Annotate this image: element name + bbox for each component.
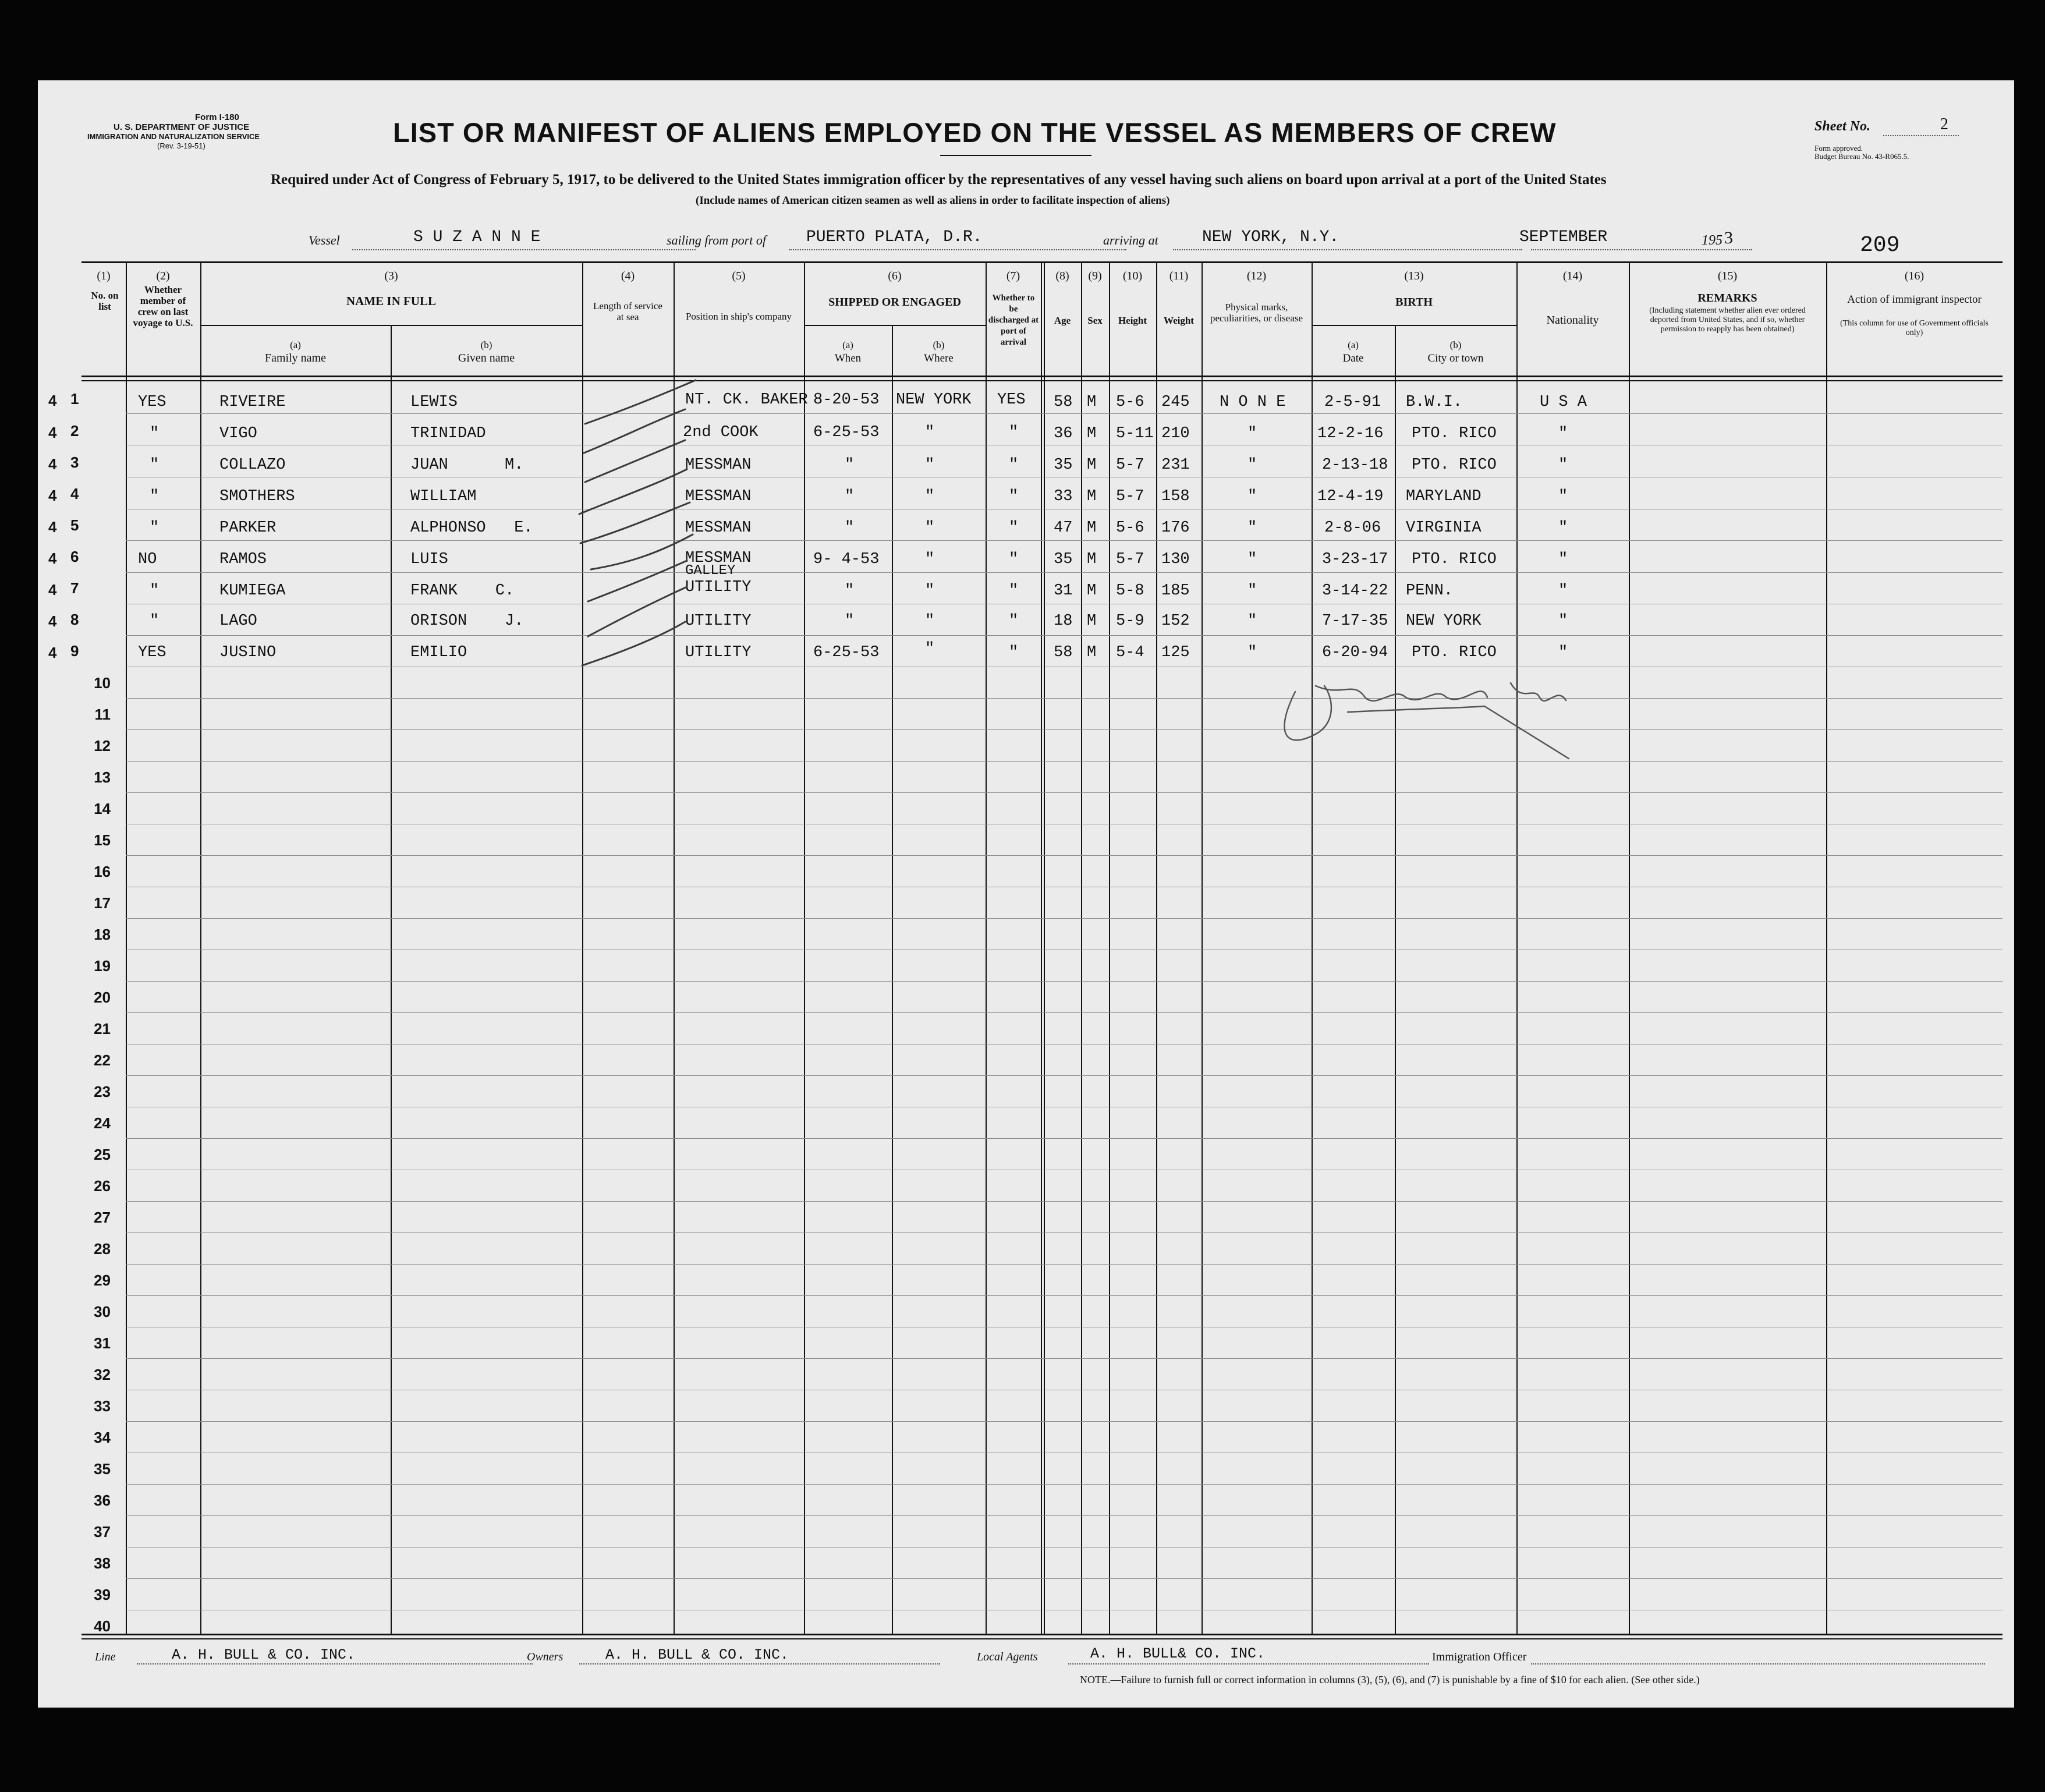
col-5-header: Position in ship's company: [685, 311, 792, 322]
agents-value: A. H. BULL& CO. INC.: [1090, 1645, 1266, 1662]
year-prefix: 195: [1702, 233, 1723, 248]
family-name-header: Family name: [265, 352, 326, 364]
inspector-signature: [1284, 683, 1569, 759]
col-2-header: Whether member of crew on last voyage to U.S.: [133, 284, 193, 328]
arrival-month: SEPTEMBER: [1519, 228, 1608, 246]
page-title: LIST OR MANIFEST OF ALIENS EMPLOYED ON THE VESSEL AS MEMBERS OF CREW: [393, 117, 1557, 148]
owners-value: A. H. BULL & CO. INC.: [605, 1646, 789, 1663]
owners-label: Owners: [527, 1651, 563, 1663]
pencil-strokes: [38, 80, 2014, 1708]
vessel-name: S U Z A N N E: [413, 228, 541, 246]
department: U. S. DEPARTMENT OF JUSTICE: [114, 122, 250, 132]
officer-label: Immigration Officer: [1432, 1651, 1527, 1663]
col-12-header: Physical marks, peculiarities, or disease: [1210, 302, 1303, 324]
arriving-label: arriving at: [1103, 233, 1158, 247]
vessel-label: Vessel: [309, 233, 340, 247]
given-name-header: Given name: [458, 352, 515, 364]
col-4-header: Length of service at sea: [593, 300, 662, 323]
line-label: Line: [95, 1651, 116, 1663]
arrival-port: NEW YORK, N.Y.: [1202, 228, 1339, 246]
year-digit: 3: [1724, 228, 1733, 247]
col-3-header: NAME IN FULL: [346, 294, 436, 308]
col-13-header: BIRTH: [1395, 296, 1433, 309]
sheet-number: 2: [1940, 115, 1948, 133]
footer-note: NOTE.—Failure to furnish full or correct information in columns (3), (5), (6), and (7) is punishable by a fine of $10 for each alien. (See other side.): [1080, 1674, 1700, 1685]
col-15-header: REMARKS: [1697, 292, 1757, 304]
form-approved: Form approved.: [1814, 144, 1863, 153]
stamp-number: 209: [1860, 233, 1900, 258]
col-7-header: Whether to be discharged at port of arrival: [988, 293, 1039, 347]
col-6-header: SHIPPED OR ENGAGED: [828, 296, 961, 309]
col-16-header: Action of immigrant inspector: [1847, 293, 1982, 306]
top-note: (Include names of American citizen seamen as well as aliens in order to facilitate inspection of aliens): [696, 194, 1170, 207]
col-14-header: Nationality: [1546, 314, 1599, 327]
col-2-number: (2): [156, 270, 170, 282]
form-number: Form I-180: [195, 112, 239, 122]
sheet-label: Sheet No.: [1814, 119, 1870, 134]
departure-port: PUERTO PLATA, D.R.: [806, 228, 983, 246]
subtitle: Required under Act of Congress of February 5, 1917, to be delivered to the United States immigration officer by the representatives of any vessel having such aliens on board upon arrival at a port of the United States: [271, 172, 1607, 187]
col-3-number: (3): [384, 270, 398, 282]
sailing-label: sailing from port of: [667, 233, 766, 247]
agents-label: Local Agents: [977, 1651, 1038, 1663]
col-1-header: No. on list: [91, 290, 119, 312]
service: IMMIGRATION AND NATURALIZATION SERVICE: [87, 132, 260, 141]
col-1-number: (1): [97, 270, 111, 282]
manifest-sheet: Form I-180 U. S. DEPARTMENT OF JUSTICE IMMIGRATION AND NATURALIZATION SERVICE (Rev. 3-19-51) LIST OR MANIFEST OF ALIENS EMPLOYED ON THE VESSEL AS MEMBERS OF CREW Required under Act of Congress of February 5, 1917, to be delivered to the United States immigration officer by the representatives of any vessel having such aliens on board upon arrival at a port of the United States (Include names of American citizen seamen as well as aliens in order to facilitate inspection of aliens) Sheet No. 2 Form approved. Budget Bureau No. 43-R065.5. 209 Vessel S U Z A N N E sailing from port of PUERTO PLATA, D.R. arriving at NEW YORK, N.Y. SEPTEMBER 195 3 (1) No. on list (2) Whether member of crew on last voyage to U.S. (3) NAME IN FULL (a) Family name (b) Given name (4) Length of service at sea (5) Position in ship's company (6) SHIPPED OR ENGAGED (a) When (b) Where (7) Whether to be discharged at port of arrival (8) Age (9) Sex (10) Height (11) Weight (12) Physical marks, peculiarities, or disease (13) BIRTH (a) Date (b) City or town (14) Nationality (15) REMARKS (Including statement whether alien ever ordered deported from United States, and if so, whether permission to reapply has been obtained) (16) Action of immigrant inspector (This column for use of Government officials only) 4 1 YES RIVEIRE LEWIS NT. CK. BAKER 8-20-53 NEW YORK YES 58 M 5-6 245 N O N E 2-5-91 B.W.I. U S A 4 2 " VIGO TRINIDAD 2nd COOK 6-25-53 " " 36 M 5-11 210 " 12-2-16 PTO. RICO " 4 3 " COLLAZO JUAN M. MESSMAN " " " 35 M 5-7 231 " 2-13-18 PTO. RICO " 4 4 " SMOTHERS WILLIAM MESSMAN " " " 33 M 5-7 158 " 12-4-19 MARYLAND " 4 5 " PARKER ALPHONSO E. MESSMAN " " " 47 M 5-6 176 " 2-8-06 VIRGINIA " 4 6 NO RAMOS LUIS MESSMAN GALLEY 9- 4-53 " " 35 M 5-7 130 " 3-23-17 PTO. RICO " 4 7 " KUMIEGA FRANK C. UTILITY " " " 31 M 5-8 185 " 3-14-22 PENN. " 4 8 " LAGO ORISON J. UTILITY " " " 18 M 5-9 152 " 7-17-35 NEW YORK " 4 9 YES JUSINO EMILIO UTILITY 6-25-53 " " 58 M 5-4 125 " 6-20-94 PTO. RICO " 10 11 12 13 14 15 16 17 18 19 20 21 22 23 24 25 26 27 28 29 30 31 32 33 34 35 36 37 38 39 40 Line A. H. BULL & CO. INC. Owners A. H. BULL & CO. INC. Local Agents A. H. BULL& CO. INC. Immigration Officer NOTE.—Failure to furnish full or correct information in columns (3), (5), (6), and (7) is punishable by a fine of $10 for each alien. (See other side.): [38, 80, 2014, 1708]
budget-bureau: Budget Bureau No. 43-R065.5.: [1814, 152, 1909, 161]
revision: (Rev. 3-19-51): [157, 141, 205, 150]
line-value: A. H. BULL & CO. INC.: [172, 1646, 356, 1663]
